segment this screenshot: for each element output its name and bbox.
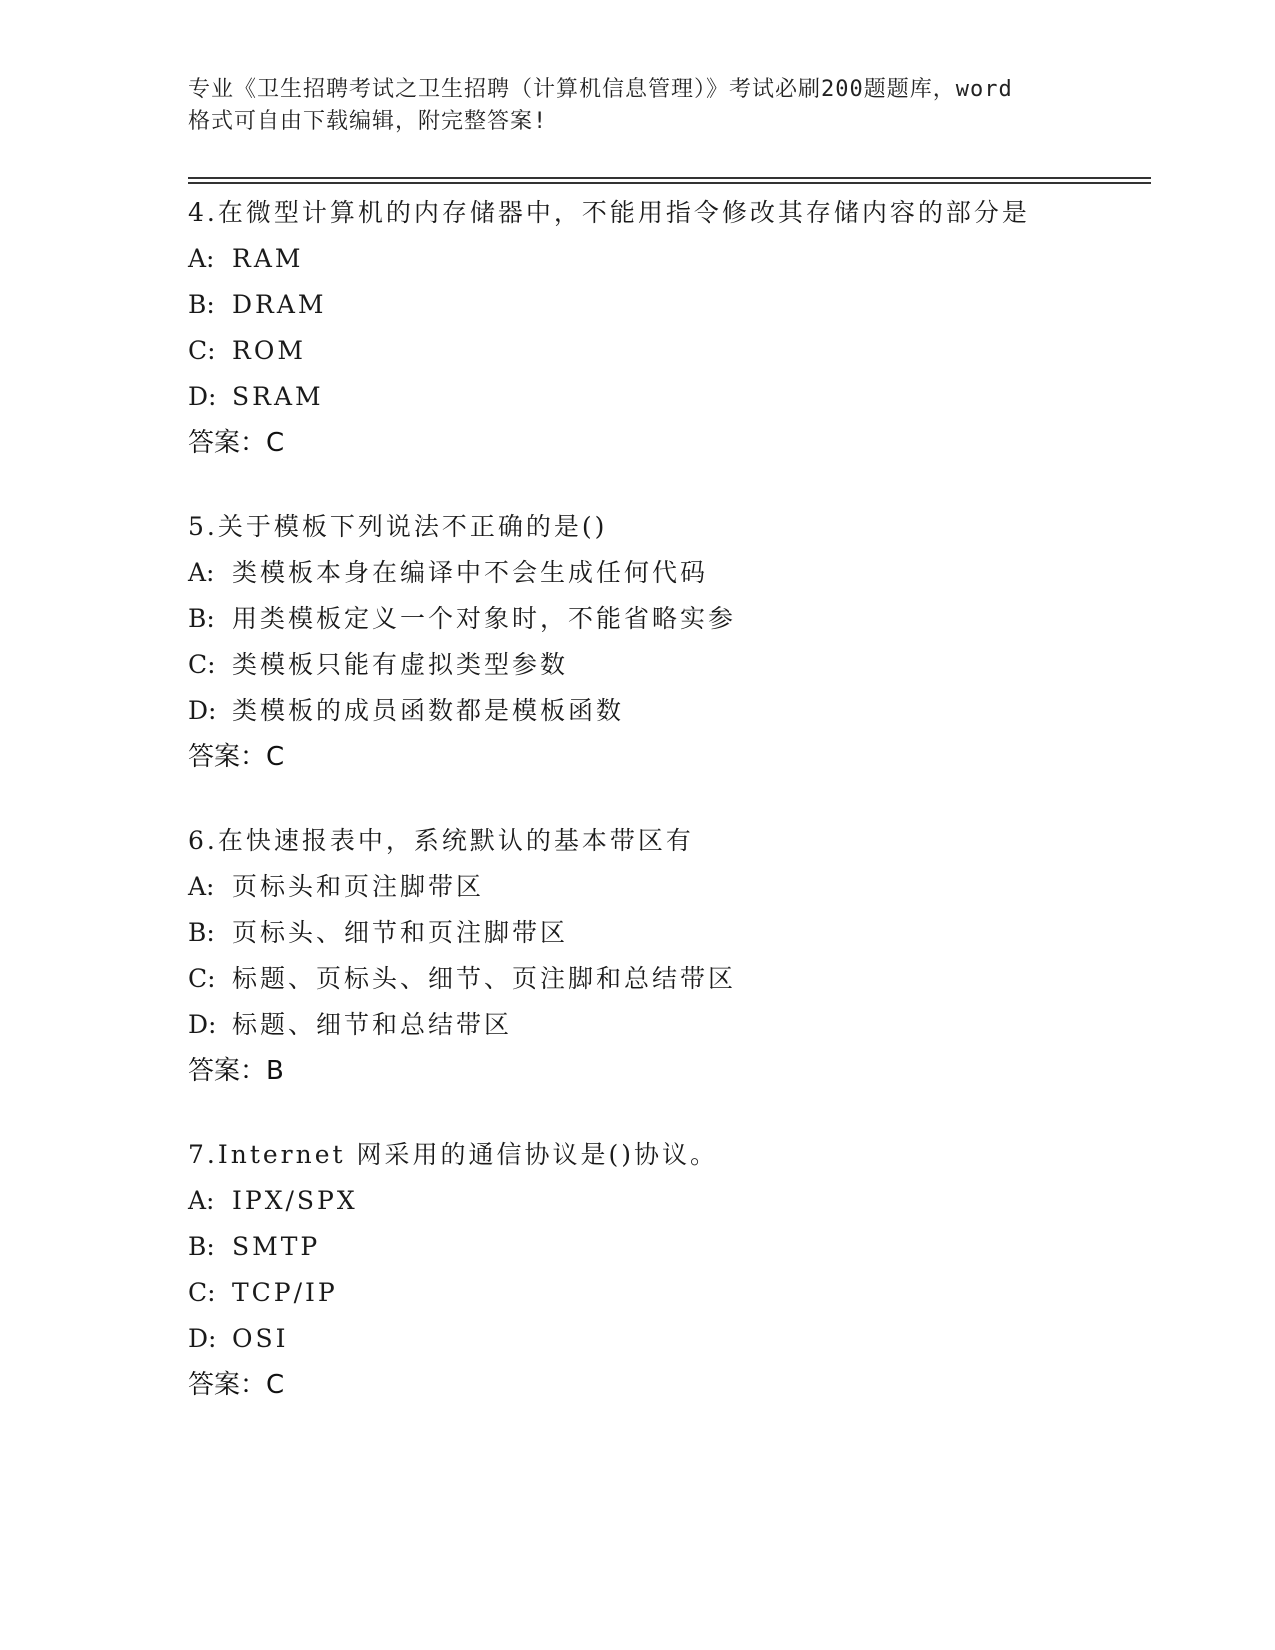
option-b <box>188 596 1148 642</box>
option-text: 用类模板定义一个对象时，不能省略实参 <box>232 604 737 633</box>
question-answer: 答案：C <box>188 1370 285 1400</box>
option-b <box>188 910 1148 956</box>
option-d <box>188 1316 1148 1362</box>
option-letter: A: <box>188 244 215 273</box>
option-text: RAM <box>232 244 304 273</box>
question-7 <box>188 1132 1148 1408</box>
option-letter: B: <box>188 604 215 633</box>
option-letter: C: <box>188 1278 216 1307</box>
option-a <box>188 864 1148 910</box>
option-text: OSI <box>232 1324 289 1353</box>
question-answer: 答案：C <box>188 742 285 772</box>
question-list <box>188 190 1148 1446</box>
question-6 <box>188 818 1148 1094</box>
option-d <box>188 374 1148 420</box>
option-text: SRAM <box>232 382 324 411</box>
option-letter: A: <box>188 1186 215 1215</box>
question-title: 6.在快速报表中，系统默认的基本带区有 <box>188 826 694 855</box>
option-c <box>188 328 1148 374</box>
option-c <box>188 642 1148 688</box>
option-text: IPX/SPX <box>232 1186 358 1215</box>
question-title: 7.Internet 网采用的通信协议是()协议。 <box>188 1140 719 1169</box>
document-header <box>188 74 1088 138</box>
option-letter: B: <box>188 1232 215 1261</box>
option-letter: C: <box>188 650 216 679</box>
option-letter: D: <box>188 382 217 411</box>
option-text: TCP/IP <box>232 1278 338 1307</box>
question-answer: 答案：B <box>188 1056 284 1086</box>
option-text: 页标头和页注脚带区 <box>232 872 485 901</box>
option-text: SMTP <box>232 1232 321 1261</box>
question-5 <box>188 504 1148 780</box>
option-c <box>188 1270 1148 1316</box>
option-text: 标题、页标头、细节、页注脚和总结带区 <box>232 964 737 993</box>
option-text: 类模板只能有虚拟类型参数 <box>232 650 569 679</box>
option-letter: B: <box>188 918 215 947</box>
option-letter: D: <box>188 696 217 725</box>
option-b <box>188 1224 1148 1270</box>
option-letter: B: <box>188 290 215 319</box>
option-letter: A: <box>188 558 215 587</box>
header-line-1: 专业《卫生招聘考试之卫生招聘（计算机信息管理）》考试必刷200题题库，word <box>188 77 1013 102</box>
question-4 <box>188 190 1148 466</box>
option-text: 类模板的成员函数都是模板函数 <box>232 696 625 725</box>
option-text: 类模板本身在编译中不会生成任何代码 <box>232 558 709 587</box>
option-a <box>188 236 1148 282</box>
option-letter: C: <box>188 964 216 993</box>
option-a <box>188 550 1148 596</box>
option-text: ROM <box>232 336 306 365</box>
option-letter: A: <box>188 872 215 901</box>
option-text: DRAM <box>232 290 327 319</box>
option-text: 标题、细节和总结带区 <box>232 1010 513 1039</box>
option-letter: D: <box>188 1324 217 1353</box>
option-b <box>188 282 1148 328</box>
option-c <box>188 956 1148 1002</box>
option-letter: C: <box>188 336 216 365</box>
option-letter: D: <box>188 1010 217 1039</box>
option-text: 页标头、细节和页注脚带区 <box>232 918 569 947</box>
option-d <box>188 1002 1148 1048</box>
header-line-2: 格式可自由下载编辑，附完整答案! <box>188 109 548 134</box>
header-divider-top <box>188 177 1151 179</box>
option-d <box>188 688 1148 734</box>
option-a <box>188 1178 1148 1224</box>
question-answer: 答案：C <box>188 428 285 458</box>
header-divider-bottom <box>188 182 1151 184</box>
question-title: 5.关于模板下列说法不正确的是() <box>188 512 608 541</box>
question-title: 4.在微型计算机的内存储器中，不能用指令修改其存储内容的部分是 <box>188 198 1030 227</box>
